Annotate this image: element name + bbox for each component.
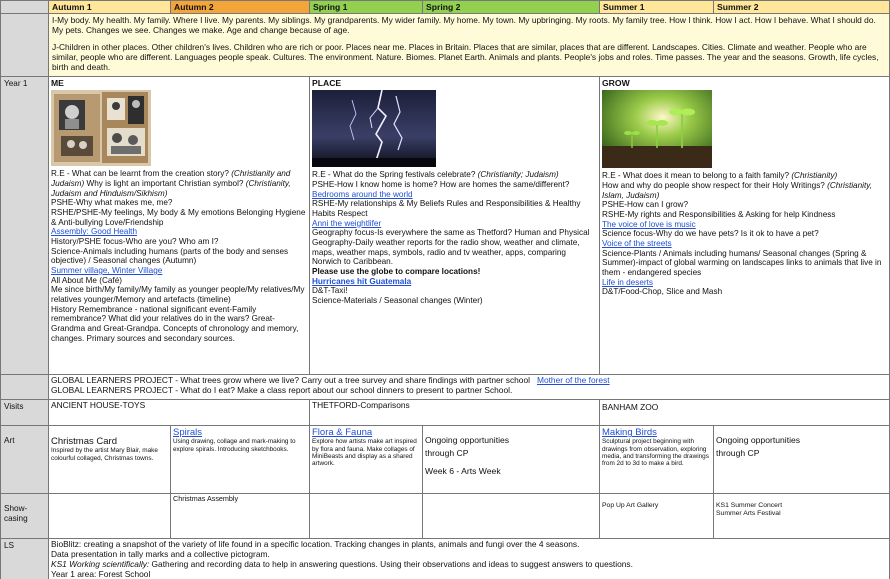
grow-line-5: D&T/Food-Chop, Slice and Mash — [602, 287, 723, 297]
grow-line-3: Science focus-Why do we have pets? Is it ok to have a pet? — [602, 229, 819, 239]
ls-line-3-text: Gathering and recording data to help in answering questions. Using their observations and ideas to suggest answers to questions. — [149, 558, 633, 569]
art-spring-1 — [310, 426, 423, 494]
flora-fauna-desc: Explore how artists make art inspired by flora and fauna. Make collages of MiniBeasts and display as a shared artwork. — [312, 438, 417, 468]
place-re-a: R.E - What do the Spring festivals celebrate? — [312, 170, 478, 180]
me-line-2: RSHE/PSHE-My feelings, My body & My emotions Belonging Hygiene & Anti-bullying Love/Friendship — [51, 207, 306, 227]
grow-re-b-ital: (Christianity, Islam, Judaism) — [602, 180, 873, 200]
me-re-b: Why is light an important Christian symbol? — [84, 178, 246, 188]
art-spring-2 — [423, 426, 600, 494]
visits-label: Visits — [1, 400, 49, 426]
me-line-5: All About Me (Café) — [51, 275, 122, 285]
ks1-summer-concert: KS1 Summer Concert — [716, 502, 783, 510]
ls-line-4: Year 1 area: Forest School — [51, 568, 151, 579]
global-cell — [49, 375, 890, 400]
grow-re-b — [602, 181, 887, 200]
me-line-7: History Remembrance - national significant event-Family remembrance? What did your relatives do in the wars? Great-Grandma and Great-Grandpa. Concepts of chronology and memory, changes. Primary sources and secondary sources. — [51, 304, 299, 343]
place-re — [312, 170, 597, 180]
place-line-2: RSHE-My relationships & My Beliefs Rules and Responsibilities & Healthy Habits Respect — [312, 199, 581, 218]
global-line-1-text: GLOBAL LEARNERS PROJECT - What trees grow where we live? Carry out a tree survey and share findings with partner school — [51, 375, 530, 386]
voice-of-streets-link[interactable]: Voice of the streets — [602, 238, 672, 248]
showcasing-summer-2 — [714, 494, 890, 539]
summer-ongoing-line-1: Ongoing opportunities — [716, 435, 801, 446]
header-autumn-1: Autumn 1 — [49, 1, 171, 14]
me-re-a-ital: (Christianity and Judaism) — [51, 169, 291, 188]
visits-row — [1, 400, 890, 426]
visits-autumn: ANCIENT HOUSE-TOYS — [49, 400, 310, 426]
showcasing-christmas-assembly: Christmas Assembly — [171, 494, 310, 539]
showcasing-spring-1 — [310, 494, 423, 539]
grow-line-2: RSHE-My rights and Responsibilities & Asking for help Kindness — [602, 209, 836, 219]
global-row — [1, 375, 890, 400]
grow-re-a-text: R.E - What does it mean to belong to a faith family? — [602, 171, 792, 181]
intro-label — [1, 14, 49, 77]
grow-line-1: PSHE-How can I grow? — [602, 200, 689, 210]
grow-cell — [600, 77, 890, 375]
lightning-storm-image — [312, 90, 436, 167]
me-line-3: History/PSHE focus-Who are you? Who am I? — [51, 236, 219, 246]
me-line-4: Science-Animals including humans (parts of the body and senses objective) / Seasonal changes (Autumn) — [51, 246, 289, 266]
showcasing-row — [1, 494, 890, 539]
ls-line-3 — [51, 560, 887, 570]
visits-summer: BANHAM ZOO — [600, 400, 890, 426]
me-re-b-ital: (Christianity, Judaism and Hinduism/Sikhism) — [51, 178, 291, 198]
visits-spring: THETFORD-Comparisons — [310, 400, 600, 426]
place-line-1: PSHE-How I know home is home? How are homes the same/different? — [312, 179, 570, 189]
making-birds-desc: Sculptural project beginning with drawings from observation, exploring media, and transforming the drawings from 2d to 3d to make a bird. — [602, 438, 709, 468]
family-photo-album-image — [51, 90, 151, 166]
header-summer-1: Summer 1 — [600, 1, 714, 14]
header-blank — [1, 1, 49, 14]
art-autumn-1 — [49, 426, 171, 494]
summer-winter-village-link[interactable]: Summer village, Winter Village — [51, 266, 163, 275]
me-line-6: Me since birth/My family/My family as younger people/My relatives/My relatives younger/Memory and artefacts (timeline) — [51, 285, 305, 305]
ls-cell — [49, 539, 890, 579]
header-spring-1: Spring 1 — [310, 1, 423, 14]
ls-line-3-ital: KS1 Working scientifically: — [51, 558, 150, 569]
hurricanes-link[interactable]: Hurricanes hit Guatemala — [312, 276, 412, 286]
bedrooms-link[interactable]: Bedrooms around the world — [312, 189, 413, 199]
grow-line-4: Science-Plants / Animals including humans/ Seasonal changes (Spring & Summer)-impact of global warming on landscapes links to animals that live in them - endangered species — [602, 248, 882, 277]
grow-re-a — [602, 171, 887, 181]
place-line-5: Science-Materials / Seasonal changes (Winter) — [312, 296, 483, 306]
header-spring-2: Spring 2 — [423, 1, 600, 14]
grow-title: GROW — [602, 78, 630, 89]
ls-label: LS — [1, 539, 49, 579]
me-re-a: R.E - What can be learnt from the creation story? — [51, 169, 232, 179]
art-label: Art — [1, 426, 49, 494]
spirals-desc: Using drawing, collage and mark-making to explore spirals. Introducing sketchbooks. — [173, 438, 296, 453]
art-autumn-2 — [171, 426, 310, 494]
mother-of-forest-link[interactable]: Mother of the forest — [536, 375, 610, 386]
voice-of-love-link[interactable]: The voice of love is music — [602, 219, 696, 229]
life-in-deserts-link[interactable]: Life in deserts — [602, 277, 653, 287]
growing-seedlings-image — [602, 90, 712, 168]
ls-row — [1, 539, 890, 579]
place-globe-note: Please use the globe to compare locations! — [312, 267, 481, 276]
place-line-3: Geography focus-Is everywhere the same as Thetford? Human and Physical Geography-Daily weather reports for the radio show, weather and climate, maps, weather maps, symbols, radio and tv weather, apps, comparing Norwich to Caribbean. — [312, 228, 590, 267]
intro-line-j: J-Children in other places. Other children's lives. Children who are rich or poor. Places near me. Places in Britain. Places that are similar, places that are different. Landscapes. Cities. Climate and weather. People who are similar, people who are different. Languages people speak. Cultures. The environment. Nature. Biomes. Planet Earth. Animals and plants. People's jobs and roles. Time passes. The year and the seasons. Growth, life cycles, birth and death. — [52, 41, 879, 72]
showcasing-pop-up-gallery: Pop Up Art Gallery — [600, 494, 714, 539]
year1-label: Year 1 — [1, 77, 49, 375]
making-birds-link[interactable]: Making Birds — [602, 427, 657, 439]
art-summer-1 — [600, 426, 714, 494]
anni-weightlifer-link[interactable]: Anni the weightlifer — [312, 218, 382, 228]
place-cell — [310, 77, 600, 375]
grow-re-a-ital: (Christianity) — [791, 171, 838, 181]
place-line-4: D&T-Taxi! — [312, 286, 348, 296]
global-line-2: GLOBAL LEARNERS PROJECT - What do I eat? Make a class report about our school dinners to present to partner School. — [51, 385, 513, 396]
intro-line-i: I-My body. My health. My family. Where I live. My parents. My siblings. My grandparents. My wider family. My home. My town. My upbringing. My roots. My family tree. How I think. How I act. How I behave. What I should do. My pets. Changes we see. Changes we make. Age and change because of age. — [52, 15, 876, 36]
spring-ongoing-line-1: Ongoing opportunities — [425, 435, 510, 446]
year1-row — [1, 77, 890, 375]
showcasing-spring-2 — [423, 494, 600, 539]
arts-week: Week 6 - Arts Week — [425, 466, 501, 477]
summer-ongoing-line-2: through CP — [716, 447, 760, 458]
art-row — [1, 426, 890, 494]
me-title: ME — [51, 78, 64, 89]
flora-fauna-link[interactable]: Flora & Fauna — [312, 427, 373, 439]
me-re — [51, 169, 307, 198]
art-summer-2 — [714, 426, 890, 494]
ls-line-1: BioBlitz: creating a snapshot of the variety of life found in a specific location. Tracking changes in plants, animals and fungi over the 4 seasons. — [51, 539, 580, 550]
place-title: PLACE — [312, 78, 342, 89]
summer-arts-festival: Summer Arts Festival — [716, 509, 781, 517]
place-re-a-ital: (Christianity; Judaism) — [477, 170, 559, 180]
showcasing-autumn-1 — [49, 494, 171, 539]
header-row — [1, 1, 890, 14]
spirals-link[interactable]: Spirals — [173, 427, 203, 439]
header-autumn-2: Autumn 2 — [171, 1, 310, 14]
christmas-card-desc: Inspired by the artist Mary Blair, make colourful collaged, Christmas towns. — [51, 447, 158, 462]
ls-line-2: Data presentation in tally marks and a collective pictogram. — [51, 549, 270, 560]
me-line-1: PSHE-Why what makes me, me? — [51, 198, 173, 208]
spring-ongoing-line-2: through CP — [425, 447, 469, 458]
me-cell — [49, 77, 310, 375]
global-label — [1, 375, 49, 400]
header-summer-2: Summer 2 — [714, 1, 890, 14]
christmas-card-title: Christmas Card — [51, 436, 117, 448]
intro-cell — [49, 14, 890, 77]
intro-row — [1, 14, 890, 77]
showcasing-label: Show-casing — [1, 494, 49, 539]
assembly-good-health-link[interactable]: Assembly: Good Health — [51, 227, 138, 237]
grow-re-b-text: How and why do people show respect for their Holy Writings? — [602, 180, 828, 190]
